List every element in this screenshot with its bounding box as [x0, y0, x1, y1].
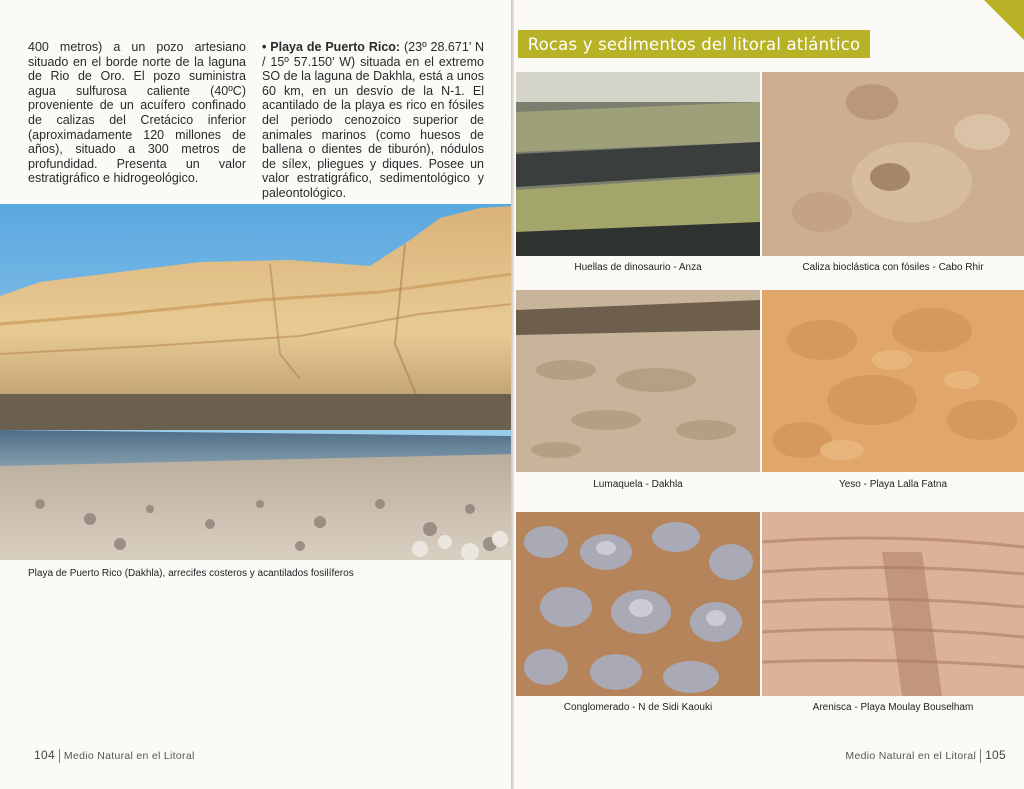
photo-lumaquela — [516, 290, 760, 472]
section-title: Rocas y sedimentos del litoral atlántico — [527, 34, 861, 54]
folio-divider — [980, 749, 981, 763]
right-folio — [845, 748, 1006, 763]
photo-bioclastic-limestone — [762, 72, 1024, 256]
right-page — [514, 0, 1024, 789]
body-text-column-2 — [262, 40, 484, 201]
puerto-rico-heading: • Playa de Puerto Rico: — [262, 40, 401, 54]
photo-dinosaur-tracks — [516, 72, 760, 256]
caption-conglomerate: Conglomerado - N de Sidi Kaouki — [563, 702, 713, 713]
caption-gypsum: Yeso - Playa Lalla Fatna — [838, 479, 948, 490]
running-title-right: Medio Natural en el Litoral — [845, 749, 977, 762]
caption-sandstone: Arenisca - Playa Moulay Bouselham — [812, 702, 974, 713]
photo-conglomerate — [516, 512, 760, 696]
section-banner — [518, 30, 870, 58]
photo-gypsum — [762, 290, 1024, 472]
body-text-column-1: 400 metros) a un pozo artesiano situado en el borde norte de la laguna de Rio de Oro. El pozo suministra agua sulfurosa caliente (40ºC) proveniente de un acuífero confinado de calizas del Cretácico inferior (aproximadamente 120 millones de años), situado a 300 metros de profundidad. Presenta un valor estratigráfico e hidrogeológico. — [28, 40, 246, 186]
caption-dinosaur-tracks: Huellas de dinosaurio - Anza — [574, 262, 702, 273]
puerto-rico-description: (23º 28.671’ N / 15º 57.150’ W) situada en el extremo SO de la laguna de Dakhla, está a unos 60 km, en un desvío de la N-1. El acantilado de la playa es rico en fósiles del periodo cenozoico superior de animales marinos (como huesos de ballena o dientes de tiburón), nódulos de sílex, pliegues y diques. Posee un valor estratigráfico, sedimentológico y paleontológico. — [262, 40, 485, 200]
running-title-left: Medio Natural en el Litoral — [63, 749, 195, 762]
photo-puerto-rico-beach — [0, 204, 512, 560]
corner-accent — [984, 0, 1024, 40]
left-folio — [34, 748, 195, 763]
caption-lumaquela: Lumaquela - Dakhla — [593, 479, 683, 490]
page-number-left: 104 — [34, 747, 55, 762]
caption-bioclastic-limestone: Caliza bioclástica con fósiles - Cabo Rhir — [802, 262, 984, 273]
page-number-right: 105 — [985, 747, 1006, 762]
photo-sandstone — [762, 512, 1024, 696]
folio-divider — [59, 749, 60, 763]
photo-caption-puerto-rico: Playa de Puerto Rico (Dakhla), arrecifes costeros y acantilados fosilíferos — [28, 568, 354, 579]
